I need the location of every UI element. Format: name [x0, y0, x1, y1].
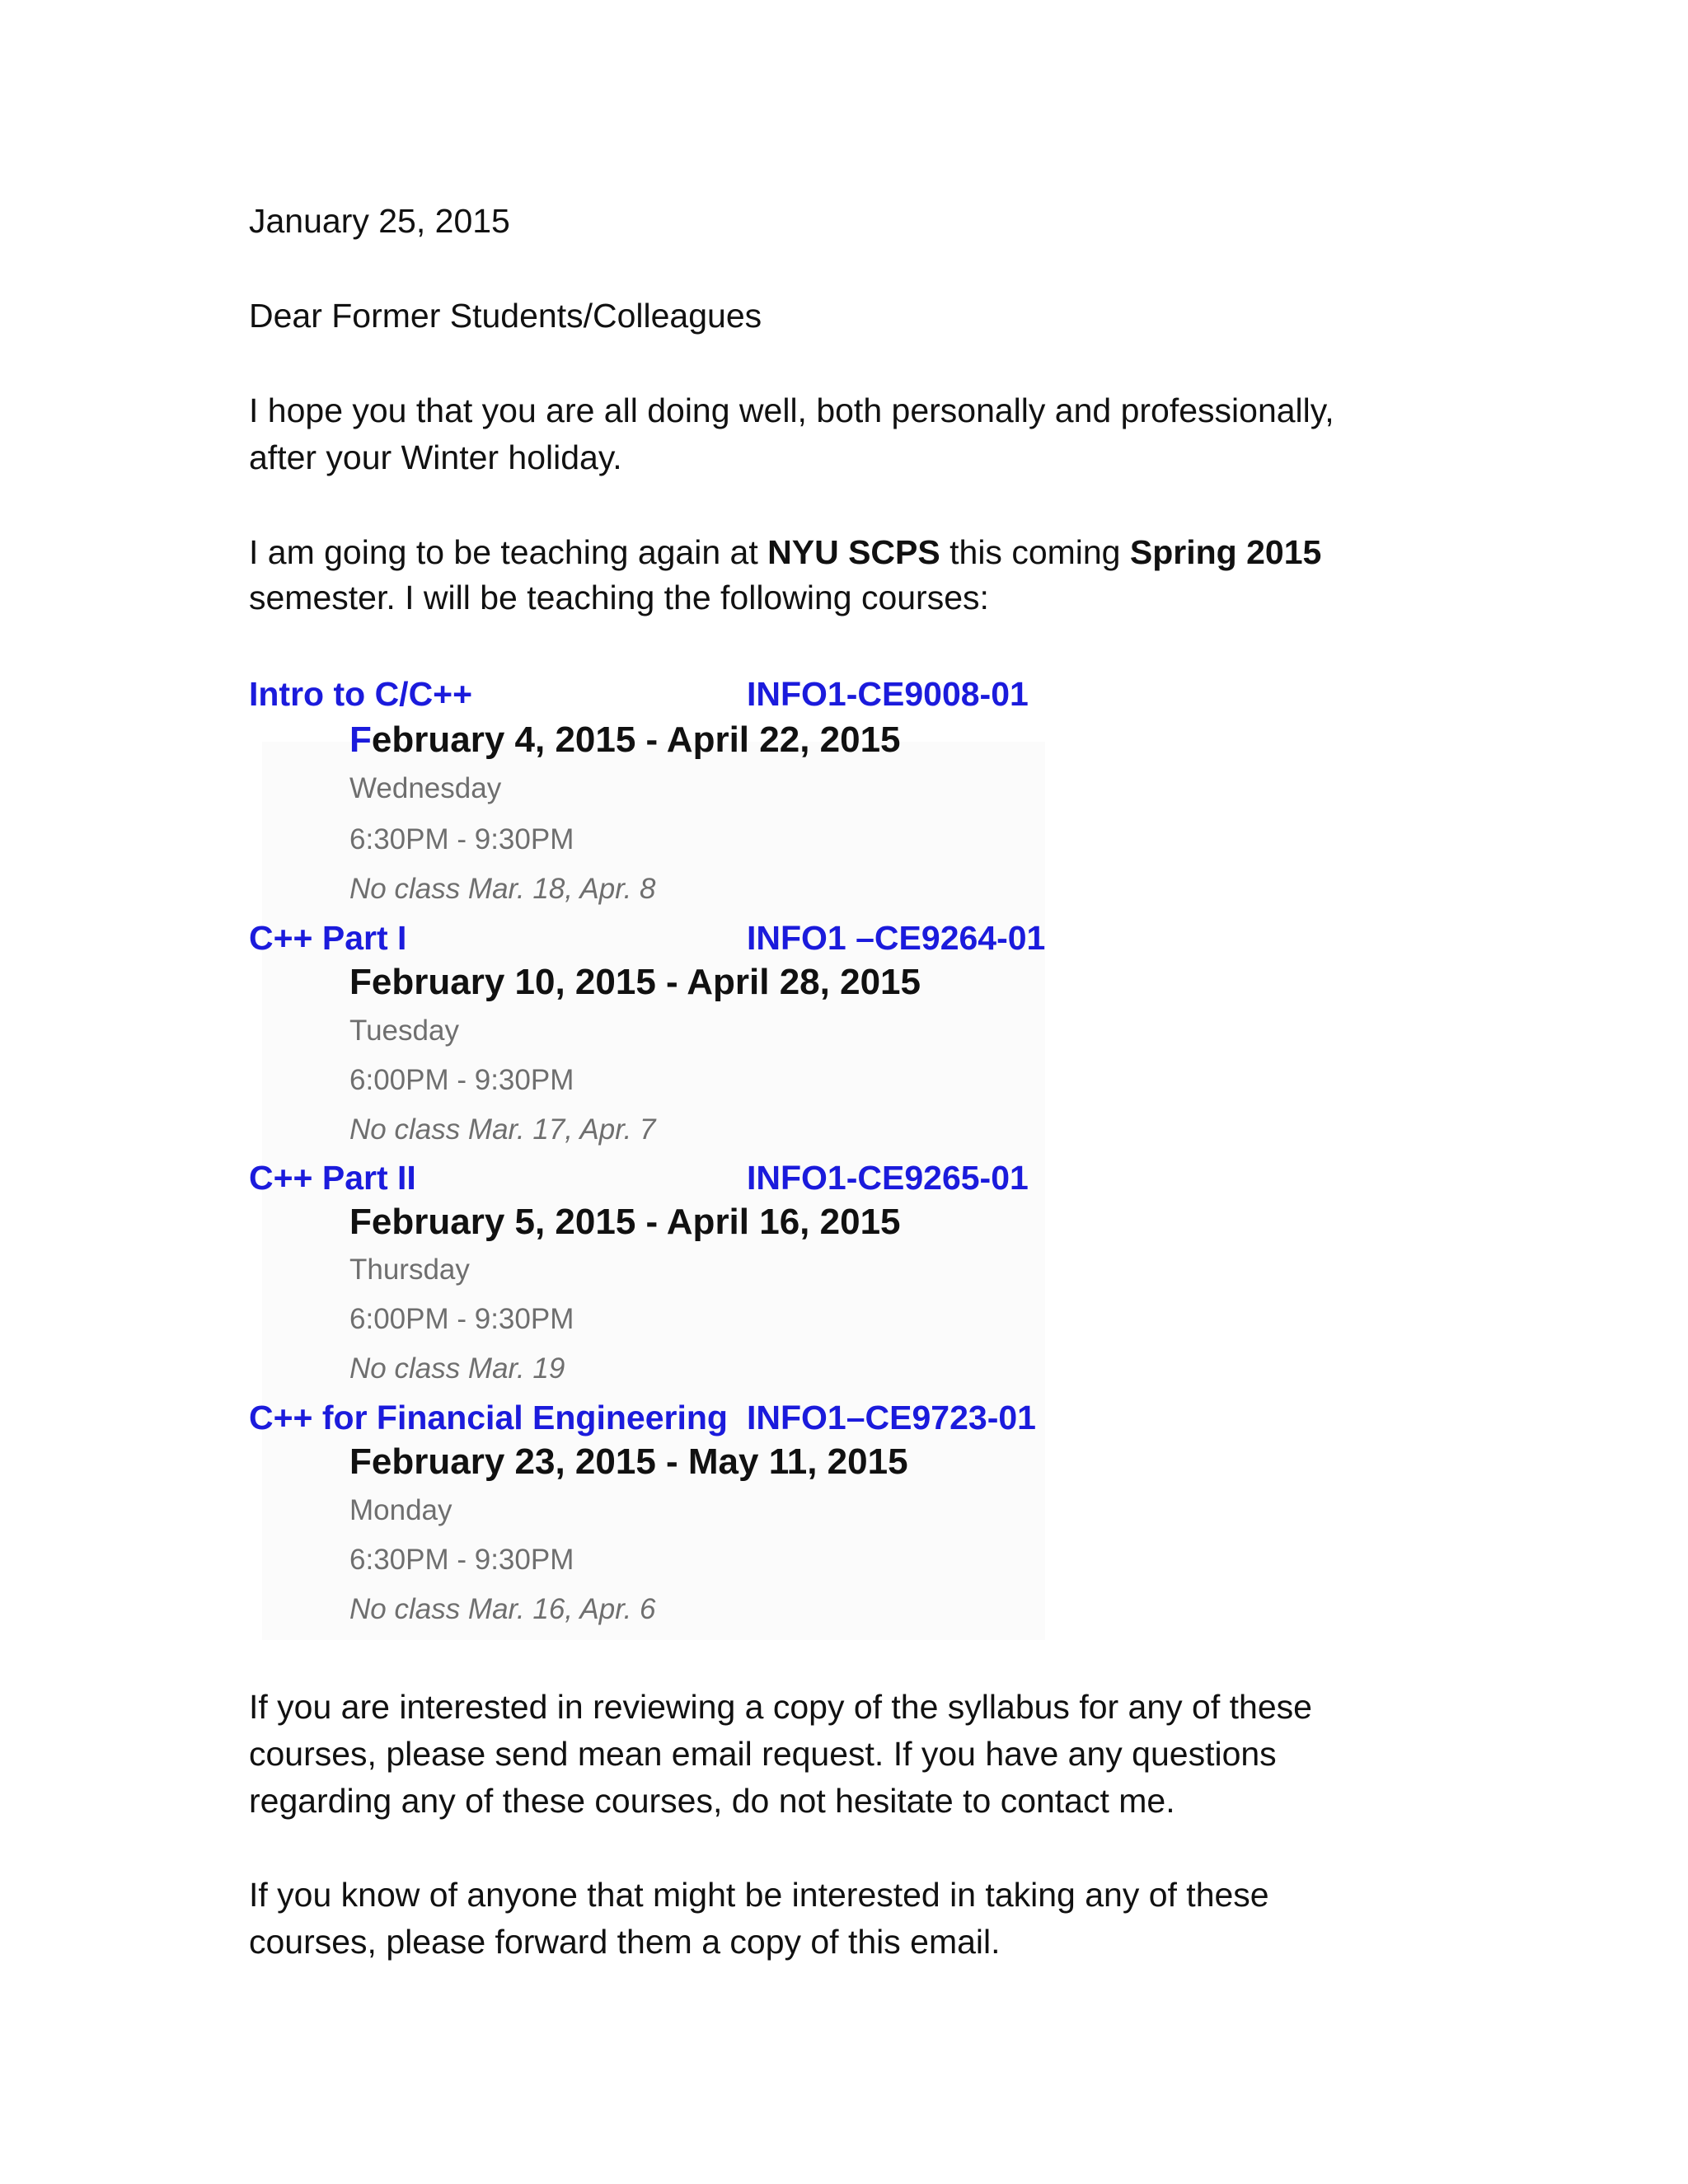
course-time: 6:00PM - 9:30PM — [349, 1064, 574, 1096]
paragraph-2-line-1 — [249, 529, 1321, 575]
paragraph-3-line-1: If you are interested in reviewing a copy of the syllabus for any of these — [249, 1688, 1312, 1726]
para2-text-a: I am going to be teaching again at — [249, 533, 768, 571]
paragraph-4-line-2: courses, please forward them a copy of this email. — [249, 1923, 1001, 1961]
institution-name: NYU SCPS — [767, 533, 940, 571]
course-dates — [349, 717, 901, 763]
course-time: 6:30PM - 9:30PM — [349, 823, 574, 855]
course-title: C++ Part I — [249, 919, 407, 957]
course-dates: February 10, 2015 - April 28, 2015 — [349, 962, 921, 1002]
paragraph-3-line-2: courses, please send mean email request. If you have any questions — [249, 1735, 1277, 1773]
paragraph-4-line-1: If you know of anyone that might be interested in taking any of these — [249, 1876, 1269, 1914]
course-note: No class Mar. 17, Apr. 7 — [349, 1113, 656, 1146]
course-note: No class Mar. 19 — [349, 1352, 565, 1385]
course-time: 6:00PM - 9:30PM — [349, 1303, 574, 1335]
course-time: 6:30PM - 9:30PM — [349, 1544, 574, 1576]
letter-date: January 25, 2015 — [249, 202, 510, 240]
course-title: C++ for Financial Engineering — [249, 1399, 728, 1436]
course-day: Monday — [349, 1494, 452, 1526]
course-dates: February 5, 2015 - April 16, 2015 — [349, 1202, 901, 1242]
course-title: C++ Part II — [249, 1159, 416, 1197]
course-code: INFO1 –CE9264-01 — [747, 919, 1046, 957]
course-note: No class Mar. 18, Apr. 8 — [349, 873, 656, 905]
paragraph-1-line-2: after your Winter holiday. — [249, 438, 622, 476]
course-code: INFO1-CE9008-01 — [747, 675, 1029, 713]
paragraph-1-line-1: I hope you that you are all doing well, both personally and professionally, — [249, 391, 1334, 429]
salutation: Dear Former Students/Colleagues — [249, 297, 762, 335]
course-day: Thursday — [349, 1254, 470, 1286]
paragraph-2-line-2: semester. I will be teaching the following courses: — [249, 579, 989, 616]
course-day: Wednesday — [349, 772, 502, 804]
course-code: INFO1–CE9723-01 — [747, 1399, 1036, 1436]
paragraph-3-line-3: regarding any of these courses, do not hesitate to contact me. — [249, 1782, 1175, 1820]
course-dates-initial: F — [349, 719, 372, 760]
course-day: Tuesday — [349, 1015, 459, 1047]
course-code: INFO1-CE9265-01 — [747, 1159, 1029, 1197]
course-note: No class Mar. 16, Apr. 6 — [349, 1593, 656, 1625]
para2-text-c: this coming — [940, 533, 1130, 571]
course-title: Intro to C/C++ — [249, 675, 473, 713]
course-dates-rest: ebruary 4, 2015 - April 22, 2015 — [371, 719, 901, 760]
semester-name: Spring 2015 — [1129, 533, 1322, 571]
course-dates: February 23, 2015 - May 11, 2015 — [349, 1441, 908, 1482]
